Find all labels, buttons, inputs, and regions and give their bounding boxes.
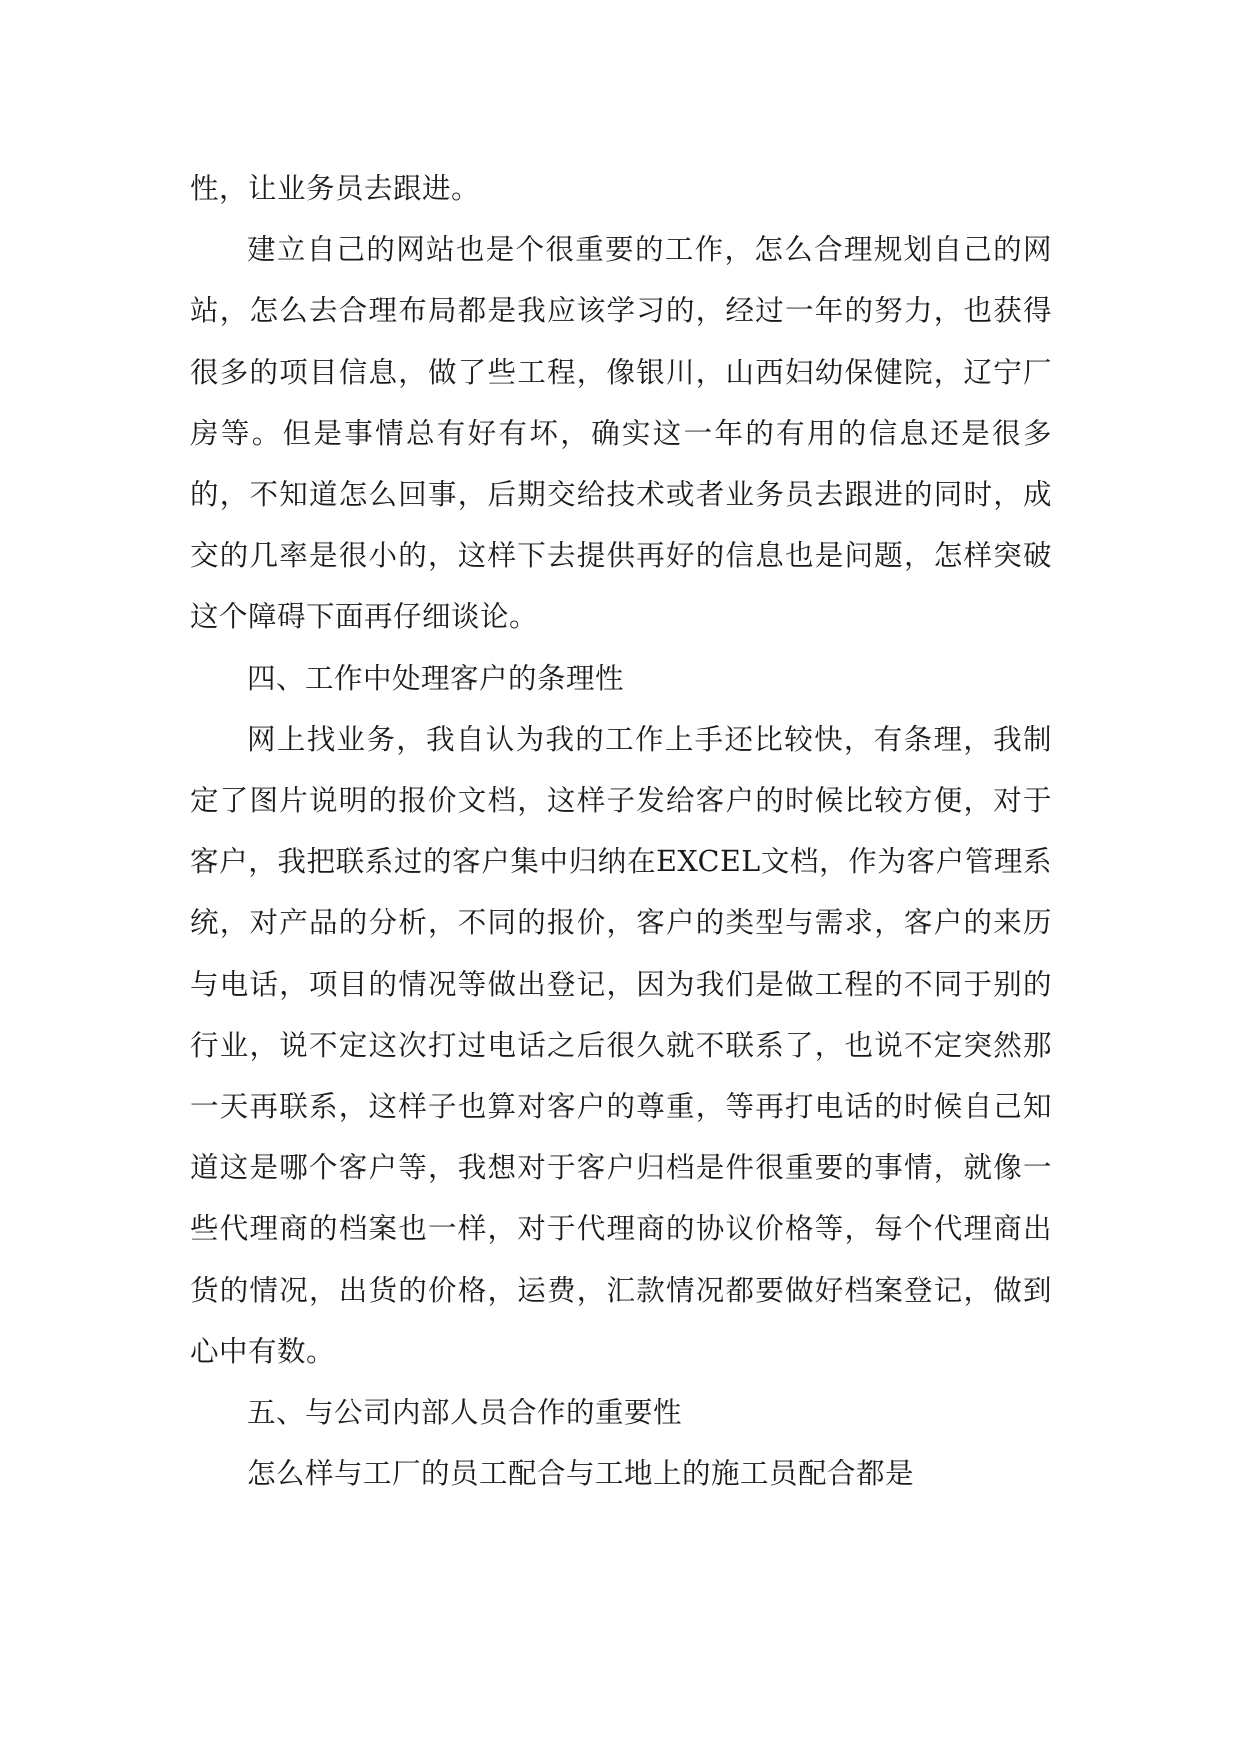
paragraph-cooperation: 怎么样与工厂的员工配合与工地上的施工员配合都是 [247, 1457, 915, 1491]
section-heading-4: 四、工作中处理客户的条理性 [247, 661, 625, 695]
section-heading-5: 五、与公司内部人员合作的重要性 [247, 1396, 683, 1430]
continuation-paragraph: 性，让业务员去跟进。 [190, 172, 481, 205]
paragraph-website: 建立自己的网站也是个很重要的工作，怎么合理规划自己的网站，怎么去合理布局都是我应该学习的，经过一年的努力，也获得很多的项目信息，做了些工程，像银川，山西妇幼保健院，辽宁厂房等。但是事情总有好有坏，确实这一年的有用的信息还是很多的，不知道怎么回事，后期交给技术或者业务员去跟进的同时，成交的几率是很小的，这样下去提供再好的信息也是问题，怎样突破这个障碍下面再仔细谈论。 [190, 233, 1052, 634]
document-body [190, 158, 1052, 1504]
paragraph-client-organization: 网上找业务，我自认为我的工作上手还比较快，有条理，我制定了图片说明的报价文档，这样子发给客户的时候比较方便，对于客户，我把联系过的客户集中归纳在EXCEL文档，作为客户管理系统，对产品的分析，不同的报价，客户的类型与需求，客户的来历与电话，项目的情况等做出登记，因为我们是做工程的不同于别的行业，说不定这次打过电话之后很久就不联系了，也说不定突然那一天再联系，这样子也算对客户的尊重，等再打电话的时候自己知道这是哪个客户等，我想对于客户归档是件很重要的事情，就像一些代理商的档案也一样，对于代理商的协议价格等，每个代理商出货的情况，出货的价格，运费，汇款情况都要做好档案登记，做到心中有数。 [190, 722, 1052, 1368]
